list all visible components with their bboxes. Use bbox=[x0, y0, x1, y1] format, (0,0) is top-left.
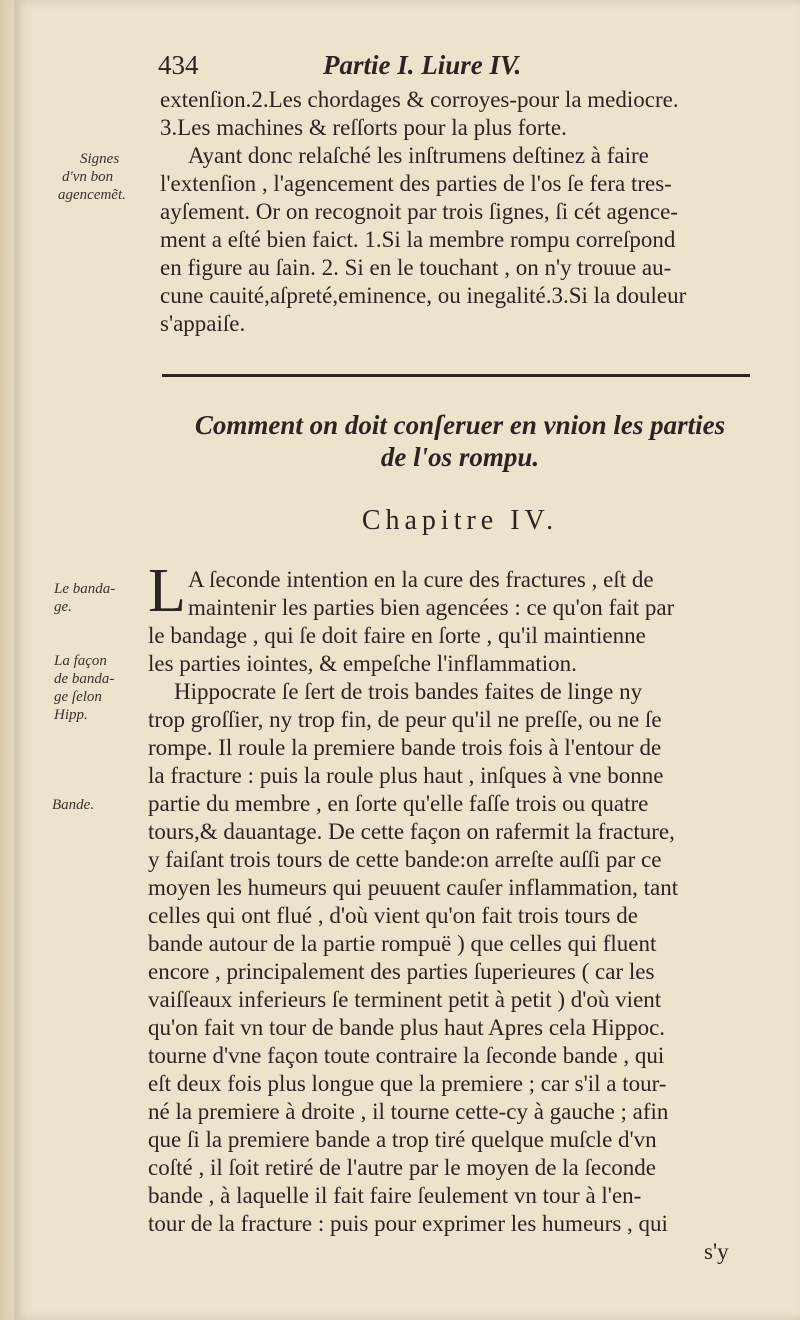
text-line: celles qui ont flué , d'où vient qu'on fait trois tours de bbox=[148, 903, 638, 928]
text-line: 3.Les machines & reſſorts pour la plus forte. bbox=[160, 115, 567, 140]
text-line: rompe. Il roule la premiere bande trois fois à l'entour de bbox=[148, 735, 662, 760]
text-line: partie du membre , en ſorte qu'elle faſſe trois ou quatre bbox=[148, 791, 649, 816]
page-number: 434 bbox=[158, 50, 199, 80]
chapter-heading: Chapitre IV. bbox=[361, 505, 559, 536]
margin-note-line: Signes bbox=[80, 151, 120, 167]
margin-note-line: agencemẽt. bbox=[58, 187, 126, 203]
text-line: s'appaiſe. bbox=[160, 311, 246, 336]
page-gutter bbox=[0, 0, 14, 1320]
text-line: les parties iointes, & empeſche l'inflammation. bbox=[148, 651, 577, 676]
margin-note-line: d'vn bon bbox=[62, 169, 114, 185]
text-line: cune cauité,aſpreté,eminence, ou inegalité.3.Si la douleur bbox=[160, 283, 687, 308]
text-line: bande , à laquelle il fait faire ſeulement vn tour à l'en- bbox=[148, 1183, 642, 1208]
page-header bbox=[158, 50, 758, 86]
text-line: A ſeconde intention en la cure des fractures , eſt de bbox=[188, 567, 654, 592]
margin-note-line: Hipp. bbox=[54, 707, 88, 723]
text-line: le bandage , qui ſe doit faire en ſorte , qu'il maintienne bbox=[148, 623, 646, 648]
text-line: vaiſſeaux inferieurs ſe terminent petit à petit ) d'où vient bbox=[148, 987, 662, 1012]
margin-note-line: de banda- bbox=[54, 671, 115, 687]
text-line: coſté , il ſoit retiré de l'autre par le moyen de la ſeconde bbox=[148, 1155, 657, 1180]
text-line: encore , principalement des parties ſuperieures ( car les bbox=[148, 959, 655, 984]
text-line: Hippocrate ſe ſert de trois bandes faites de linge ny bbox=[174, 679, 643, 704]
section-title-line: Comment on doit conſeruer en vnion les parties bbox=[194, 410, 726, 440]
text-line: ment a eſté bien faict. 1.Si la membre rompu correſpond bbox=[160, 227, 676, 252]
text-line: l'extenſion , l'agencement des parties de l'os ſe fera tres- bbox=[160, 171, 672, 196]
drop-cap: L bbox=[148, 557, 186, 625]
margin-note-line: Le banda- bbox=[54, 581, 116, 597]
text-line: né la premiere à droite , il tourne cette-cy à gauche ; afin bbox=[148, 1099, 669, 1124]
margin-note-line: La façon bbox=[54, 653, 107, 669]
text-line: qu'on fait vn tour de bande plus haut Apres cela Hippoc. bbox=[148, 1015, 666, 1040]
text-line: tours,& dauantage. De cette façon on rafermit la fracture, bbox=[148, 819, 675, 844]
text-line: tourne d'vne façon toute contraire la ſeconde bande , qui bbox=[148, 1043, 665, 1068]
text-line: maintenir les parties bien agencées : ce qu'on fait par bbox=[188, 595, 675, 620]
margin-note-line: ge ſelon bbox=[54, 689, 102, 705]
text-line: trop groſſier, ny trop fin, de peur qu'il ne preſſe, ou ne ſe bbox=[148, 707, 662, 732]
text-line: Ayant donc relaſché les inſtrumens deſtinez à faire bbox=[188, 143, 649, 168]
section-divider bbox=[162, 374, 750, 377]
text-line: extenſion.2.Les chordages & corroyes-pour la mediocre. bbox=[160, 87, 679, 112]
text-line: en figure au ſain. 2. Si en le touchant , on n'y trouue au- bbox=[160, 255, 672, 280]
section-title-line: de l'os rompu. bbox=[380, 442, 540, 472]
running-head: Partie I. Liure IV. bbox=[323, 50, 522, 80]
text-line: y faiſant trois tours de cette bande:on arreſte auſſi par ce bbox=[148, 847, 662, 872]
text-line: la fracture : puis la roule plus haut , inſques à vne bonne bbox=[148, 763, 664, 788]
text-line: eſt deux fois plus longue que la premiere ; car s'il a tour- bbox=[148, 1071, 667, 1096]
text-line: que ſi la premiere bande a trop tiré quelque muſcle d'vn bbox=[148, 1127, 657, 1152]
text-line: ayſement. Or on recognoit par trois ſignes, ſi cét agence- bbox=[160, 199, 678, 224]
text-line: bande autour de la partie rompuë ) que celles qui fluent bbox=[148, 931, 657, 956]
text-line: moyen les humeurs qui peuuent cauſer inflammation, tant bbox=[148, 875, 679, 900]
catchword: s'y bbox=[704, 1239, 729, 1264]
margin-note-line: ge. bbox=[54, 599, 72, 615]
margin-note-line: Bande. bbox=[52, 797, 95, 813]
text-line: tour de la fracture : puis pour exprimer les humeurs , qui bbox=[148, 1211, 668, 1236]
